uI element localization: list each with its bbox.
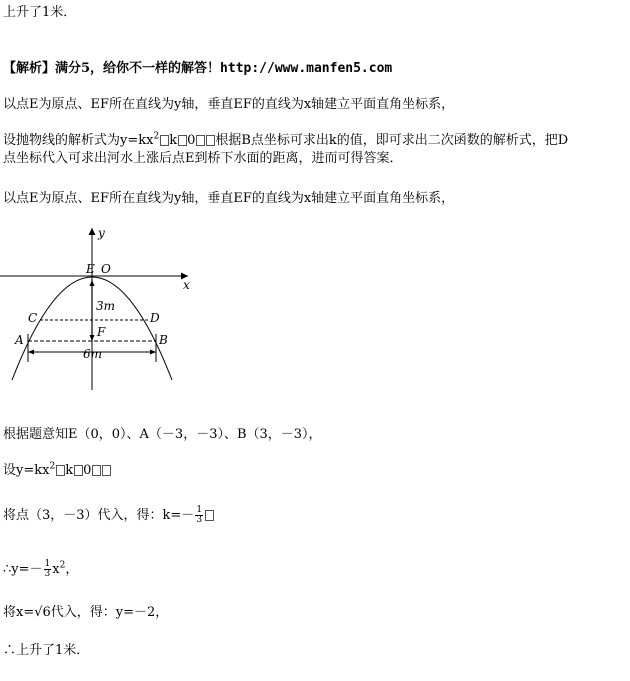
fraction xyxy=(195,506,203,525)
origin-label: O xyxy=(101,262,111,276)
text-segment: 代入，得：y=－2， xyxy=(50,605,169,620)
height-arrow-down-icon xyxy=(90,335,95,341)
text-line-6: 以点E为原点、EF所在直线为y轴，垂直EF的直线为x轴建立平面直角坐标系， xyxy=(3,191,455,206)
unknown-glyph xyxy=(74,465,83,476)
analysis-header xyxy=(3,60,392,78)
exponent: 2 xyxy=(153,131,160,142)
text-line-4: 设抛物线的解析式为$y=kx^2$ k 0 根据B点坐标可求出k的值，即可求出二次函数的解析式，把D xyxy=(3,131,569,148)
fraction-numerator: 1 xyxy=(196,505,203,515)
height-arrow-up-icon xyxy=(90,280,95,286)
text-segment: 将x= xyxy=(3,605,35,620)
x-axis-label: x xyxy=(183,278,190,292)
fraction-numerator: 1 xyxy=(44,559,51,569)
fraction-denominator: 3 xyxy=(44,569,51,579)
text-segment: 将点（3，－3）代入，得：k=－ xyxy=(3,508,195,523)
text-line-9 xyxy=(3,506,214,525)
fraction-denominator: 3 xyxy=(196,515,203,525)
text-segment: 根据B点坐标可求出k的值，即可求出二次函数的解析式，把D xyxy=(215,133,569,148)
text-line-7: 根据题意知E（0，0）、A（－3，－3）、B（3，－3）， xyxy=(3,427,322,442)
analysis-label: 【解析】满分5，给你不一样的解答！ xyxy=(3,61,221,76)
unknown-glyph xyxy=(102,465,111,476)
exponent: 2 xyxy=(59,560,66,571)
punctuation: ， xyxy=(65,562,79,577)
point-b-label: B xyxy=(159,333,168,347)
radical: √6 xyxy=(34,605,51,620)
unknown-glyph xyxy=(56,465,65,476)
text-line-10 xyxy=(3,560,78,579)
point-d-label: D xyxy=(150,311,160,325)
exponent: 2 xyxy=(49,461,56,472)
fraction xyxy=(44,560,52,579)
variable: x xyxy=(52,562,60,577)
text-line-11 xyxy=(3,604,168,622)
text-line-8: 设$y=kx^2$ k 0 xyxy=(3,462,111,480)
text-segment: ∴y=－ xyxy=(3,562,43,577)
parabola-figure xyxy=(0,222,200,390)
text-line-5: 点坐标代入可求出河水上涨后点E到桥下水面的距离，进而可得答案． xyxy=(3,151,403,166)
text-line-12: ∴上升了1米． xyxy=(3,643,90,658)
width-arrow-left-icon xyxy=(28,350,34,355)
point-c-label: C xyxy=(28,311,38,325)
y-arrow-icon xyxy=(89,228,96,235)
point-f-label: F xyxy=(97,325,106,339)
point-a-label: A xyxy=(15,333,24,347)
unknown-glyph xyxy=(92,465,101,476)
text-line-1: 上升了1米． xyxy=(3,5,77,20)
y-axis-label: y xyxy=(98,226,105,240)
unknown-glyph xyxy=(178,135,187,146)
height-label: 3m xyxy=(96,299,116,313)
point-e-label: E xyxy=(86,262,95,276)
unknown-glyph xyxy=(206,135,215,146)
unknown-glyph xyxy=(160,135,169,146)
text-line-3: 以点E为原点、EF所在直线为y轴，垂直EF的直线为x轴建立平面直角坐标系， xyxy=(3,97,455,112)
formula-prefix: 设y=kx xyxy=(3,463,50,478)
width-arrow-right-icon xyxy=(150,350,156,355)
source-url: http://www.manfen5.com xyxy=(220,61,393,76)
unknown-glyph xyxy=(196,135,205,146)
unknown-glyph xyxy=(205,510,214,521)
formula-prefix: 设抛物线的解析式为y=kx xyxy=(3,133,154,148)
width-label: 6m xyxy=(83,347,103,361)
